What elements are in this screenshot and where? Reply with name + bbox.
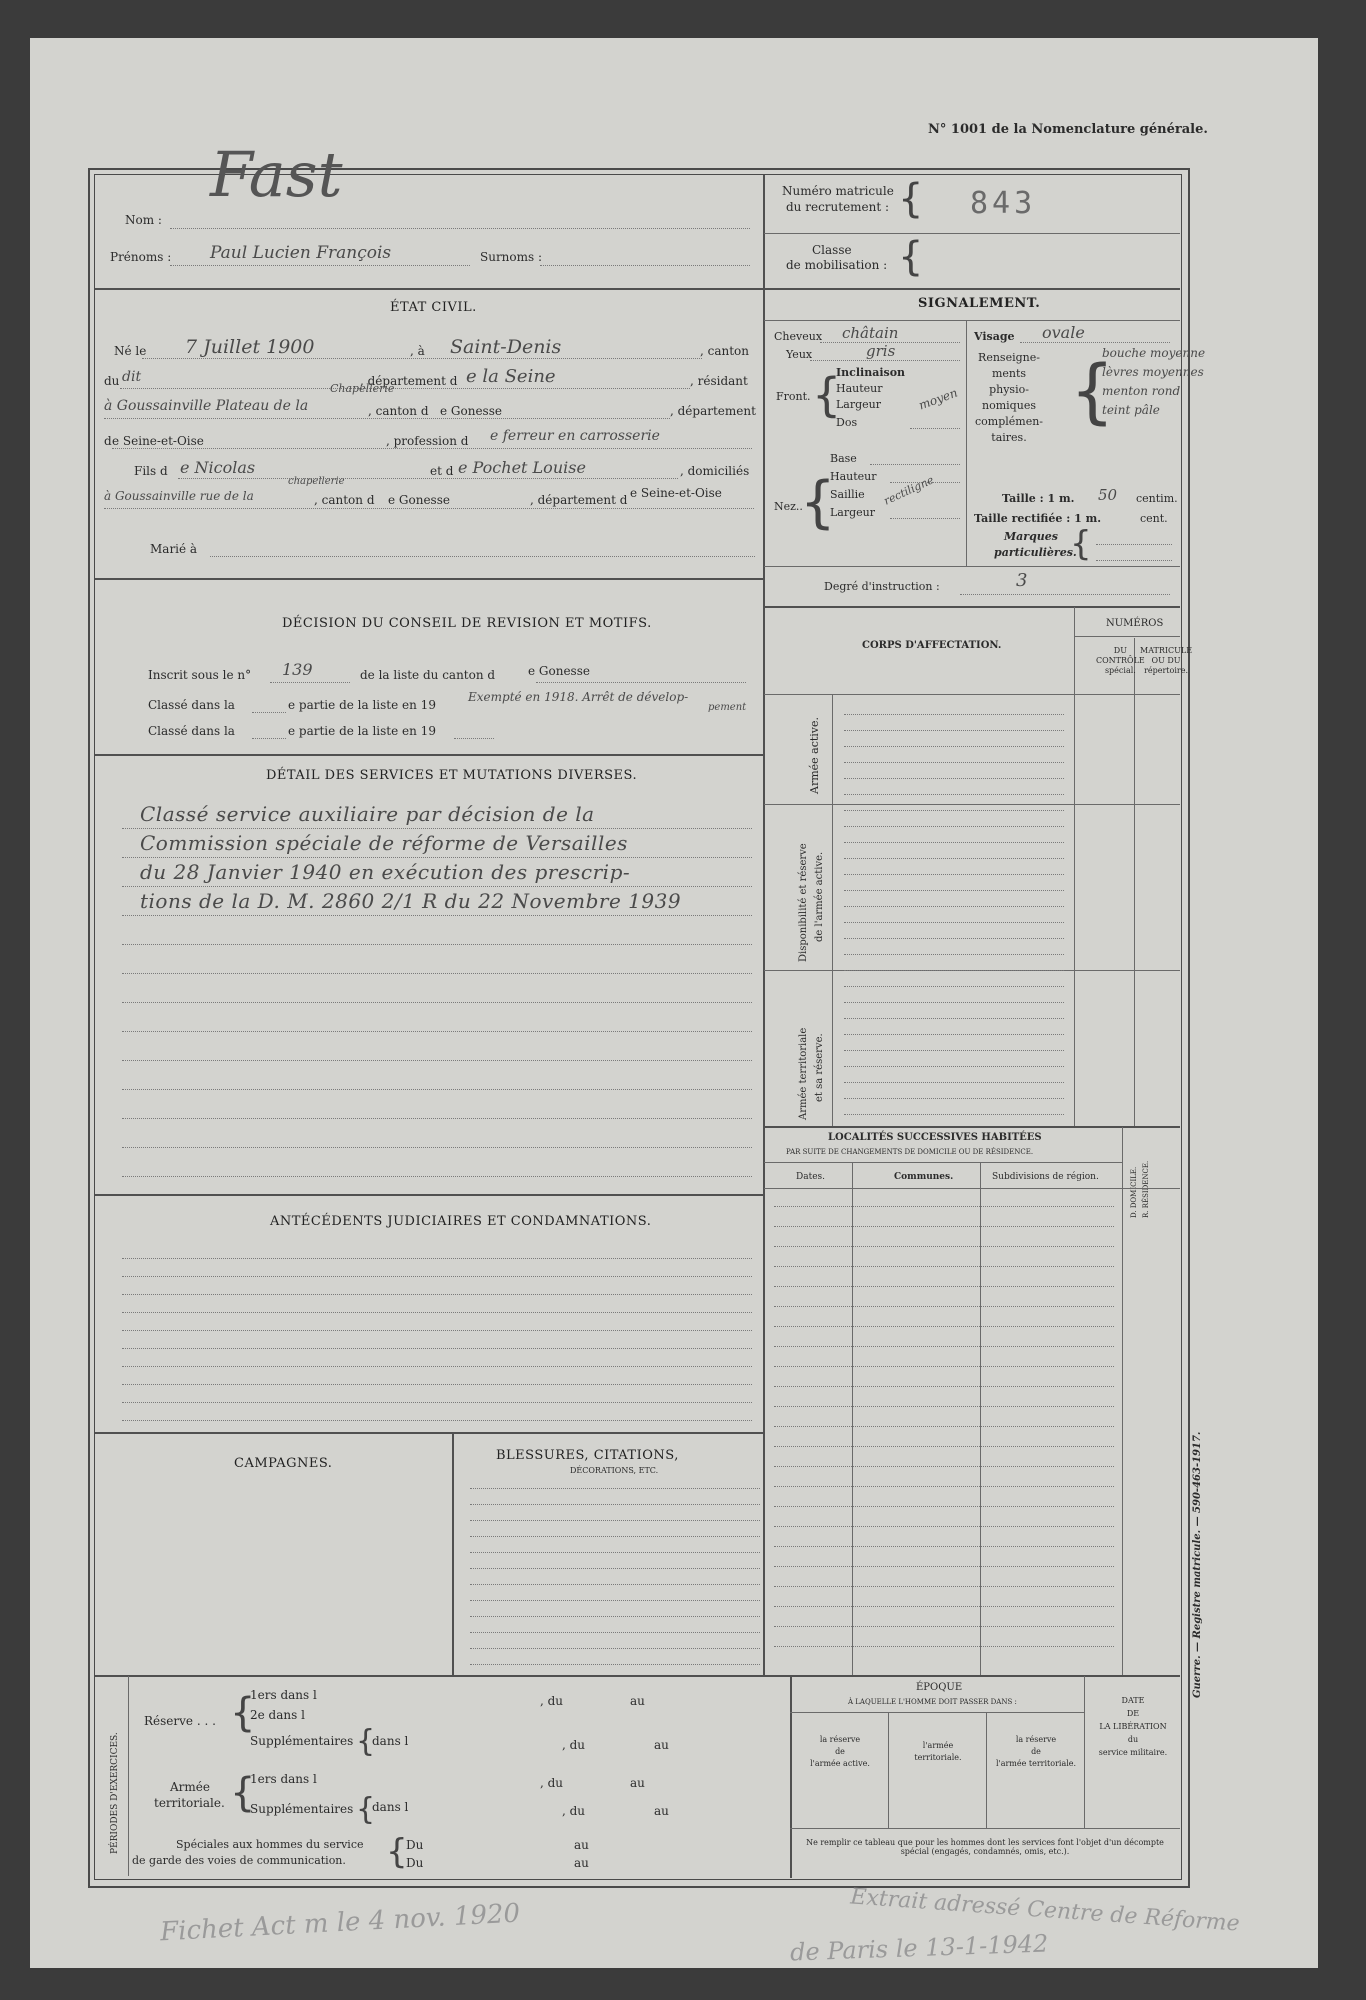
- ruled-line: [774, 1266, 1114, 1267]
- ruled-line: [774, 1206, 1114, 1207]
- lieu-naissance: Saint-Denis: [450, 336, 562, 358]
- ruled-line: [122, 1384, 752, 1385]
- ruled-line: [122, 915, 752, 916]
- ruled-line: [774, 1366, 1114, 1367]
- nom-label: Nom :: [125, 213, 162, 227]
- nez-value: rectiligne: [881, 473, 936, 508]
- ruled-line: [122, 857, 752, 858]
- ruled-line: [844, 938, 1064, 939]
- taille-value: 50: [1098, 486, 1118, 504]
- decision-title: DÉCISION DU CONSEIL DE REVISION ET MOTIFS.: [282, 616, 652, 631]
- canton-residence: e Gonesse: [440, 404, 502, 418]
- ruled-line: [774, 1406, 1114, 1407]
- ruled-line: [774, 1226, 1114, 1227]
- ruled-line: [122, 1258, 752, 1259]
- ruled-line: [844, 1050, 1064, 1051]
- residence-value: à Goussainville Plateau de la: [104, 398, 309, 414]
- campagnes-title: CAMPAGNES.: [234, 1456, 333, 1471]
- disponibilite-label: Disponibilité et réserve: [798, 843, 809, 962]
- classe-label-1: Classe: [812, 243, 852, 257]
- ruled-line: [844, 714, 1064, 715]
- ruled-line: [844, 1098, 1064, 1099]
- degre-label: Degré d'instruction :: [824, 580, 940, 593]
- ruled-line: [470, 1616, 760, 1617]
- ruled-line: [774, 1386, 1114, 1387]
- ruled-line: [844, 1114, 1064, 1115]
- classe1-value: Exempté en 1918. Arrêt de dévelop-: [468, 690, 689, 704]
- corps-affectation: CORPS D'AFFECTATION.: [862, 640, 1002, 651]
- departement-value: e la Seine: [466, 366, 556, 387]
- ruled-line: [470, 1600, 760, 1601]
- ruled-line: [774, 1646, 1114, 1647]
- ruled-line: [122, 1312, 752, 1313]
- ruled-line: [774, 1286, 1114, 1287]
- ruled-line: [470, 1664, 760, 1665]
- ruled-line: [844, 1018, 1064, 1019]
- ruled-line: [844, 826, 1064, 827]
- nom-value: Fast: [210, 138, 343, 211]
- matricule-label-1: Numéro matricule: [782, 184, 894, 198]
- ruled-line: [470, 1504, 760, 1505]
- ruled-line: [844, 762, 1064, 763]
- ruled-line: [774, 1326, 1114, 1327]
- renseignements-value: bouche moyenne lèvres moyennes menton rond teint pâle: [1102, 346, 1206, 417]
- liste-canton-value: e Gonesse: [528, 664, 590, 678]
- ruled-line: [844, 1082, 1064, 1083]
- numeros-label: NUMÉROS: [1106, 618, 1164, 629]
- signalement-title: SIGNALEMENT.: [918, 296, 1041, 311]
- ruled-line: [844, 906, 1064, 907]
- ruled-line: [122, 1089, 752, 1090]
- ruled-line: [122, 1348, 752, 1349]
- services-title: DÉTAIL DES SERVICES ET MUTATIONS DIVERSES.: [266, 768, 638, 783]
- ruled-line: [844, 746, 1064, 747]
- ruled-line: [844, 970, 1064, 971]
- armee-active-label: Armée active.: [808, 716, 821, 794]
- ruled-line: [470, 1536, 760, 1537]
- ruled-line: [774, 1526, 1114, 1527]
- ruled-line: [844, 890, 1064, 891]
- ruled-line: [122, 944, 752, 945]
- ruled-line: [470, 1568, 760, 1569]
- ruled-line: [122, 1294, 752, 1295]
- ruled-line: [470, 1552, 760, 1553]
- ruled-line: [470, 1520, 760, 1521]
- services-text: Classé service auxiliaire par décision de la Commission spéciale de réforme de Versailles du 28 Janvier 1940 en exécution des prescrip- tions de la D. M. 2860 2/1 R du 22 Novembre 1939: [140, 802, 682, 913]
- ruled-line: [844, 810, 1064, 811]
- ruled-line: [122, 828, 752, 829]
- blessures-title: BLESSURES, CITATIONS,: [496, 1448, 679, 1463]
- prenoms-label: Prénoms :: [110, 250, 172, 264]
- ruled-line: [844, 922, 1064, 923]
- cheveux-value: châtain: [842, 324, 899, 342]
- ruled-line: [844, 730, 1064, 731]
- departement-residence: e Seine-et-Oise: [112, 434, 204, 448]
- footer-note-right-1: Extrait adressé Centre de Réforme: [849, 1884, 1241, 1937]
- antecedents-title: ANTÉCÉDENTS JUDICIAIRES ET CONDAMNATIONS.: [270, 1214, 652, 1229]
- ruled-line: [844, 842, 1064, 843]
- ruled-line: [122, 1176, 752, 1177]
- ruled-line: [774, 1566, 1114, 1567]
- ruled-line: [844, 874, 1064, 875]
- ruled-line: [122, 1060, 752, 1061]
- surnoms-label: Surnoms :: [480, 250, 543, 264]
- ruled-line: [774, 1306, 1114, 1307]
- epoque-title: ÉPOQUE: [916, 1682, 963, 1693]
- ruled-line: [470, 1648, 760, 1649]
- inscrit-value: 139: [282, 660, 313, 679]
- ruled-line: [122, 1276, 752, 1277]
- footer-note-right-2: de Paris le 13-1-1942: [789, 1929, 1049, 1967]
- date-naissance: 7 Juillet 1900: [185, 336, 315, 358]
- ruled-line: [774, 1426, 1114, 1427]
- ruled-line: [122, 1402, 752, 1403]
- ruled-line: [122, 1366, 752, 1367]
- ruled-line: [774, 1446, 1114, 1447]
- ruled-line: [774, 1346, 1114, 1347]
- domicile-value: à Goussainville rue de la: [104, 489, 254, 503]
- ruled-line: [774, 1486, 1114, 1487]
- ruled-line: [774, 1246, 1114, 1247]
- marie-label: Marié à: [150, 542, 198, 556]
- pere-value: e Nicolas: [180, 458, 256, 477]
- ruled-line: [844, 1034, 1064, 1035]
- ruled-line: [844, 954, 1064, 955]
- ruled-line: [122, 1118, 752, 1119]
- ruled-line: [774, 1466, 1114, 1467]
- territoriale-label: Armée territoriale: [798, 1027, 809, 1120]
- ruled-line: [844, 778, 1064, 779]
- side-print: Guerre. — Registre matricule. — 590-463-1917.: [1192, 1431, 1203, 1698]
- ruled-line: [122, 973, 752, 974]
- yeux-value: gris: [866, 342, 896, 360]
- nomenclature-number: N° 1001 de la Nomenclature générale.: [928, 122, 1208, 137]
- ruled-line: [122, 1330, 752, 1331]
- ruled-line: [122, 1147, 752, 1148]
- canton-domicile: e Gonesse: [388, 493, 450, 507]
- matricule-value: 843: [970, 186, 1037, 221]
- ruled-line: [844, 986, 1064, 987]
- ruled-line: [844, 1066, 1064, 1067]
- ruled-line: [844, 1002, 1064, 1003]
- register-page: N° 1001 de la Nomenclature générale. Fast Nom : Prénoms : Paul Lucien François Surnoms : Numéro matricule du recrutement : { 843 Classe de mobilisation : { ÉTAT CIVIL. Né le 7 Juillet 1900 , à Saint-Denis , canton du dit , département d e la Seine , résidant à Goussainville Plateau de la Chapellerie , canton d e Gonesse , département d e Seine-et-Oise , profession d e ferreur en carrosserie Fils d e Nicolas et d e Pochet Louise , domiciliés à Goussainville rue de la chapellerie , canton d e Gonesse , département d e Seine-et-Oise Marié à SIGNALEMENT. Cheveux châtain Yeux gris Front. { Inclinaison Hauteur Largeur moyen Dos Nez.. { Base Hauteur Saillie rectiligne Largeur Visage ovale Renseigne- ments physio- nomiques complémen- taires. { bouche moyenne lèvres moyennes menton rond teint pâle Taille : 1 m. 50 centim. Taille rectifiée : 1 m. cent. Marques particulières. { Degré d'instruction : 3 DÉCISION DU CONSEIL DE REVISION ET MOTIFS. Inscrit sous le n° 139 de la liste du canton d e Gonesse Classé dans la e partie de la liste en 19 Exempté en 1918. Arrêt de dévelop- pement Classé dans la e partie de la liste en 19 DÉTAIL DES SERVICES ET MUTATIONS DIVERSES. Classé service auxiliaire par décision de la Commission spéciale de réforme de Versailles du 28 Janvier 1940 en exécution des prescrip- tions de la D. M. 2860 2/1 R du 22 Novembre 1939 ANTÉCÉDENTS JUDICIAIRES ET CONDAMNATIONS. CAMPAGNES. BLESSURES, CITATIONS, DÉCORATIONS, ETC. NUMÉROS CORPS D'AFFECTATION. DU CONTRÔLE spécial. MATRICULE OU DU répertoire. Armée active. Disponibilité et réserve de l'armée active. Armée territoriale et sa réserve. LOCALITÉS SUCCESSIVES HABITÉES PAR SUITE DE CHANGEMENTS DE DOMICILE OU DE RÉSIDENCE. D. DOMICILE. R. RÉSIDENCE. Dates. Communes. Subdivisions de région. Guerre. — Registre matricule. — 590-463-1917. PÉRIODES D'EXERCICES. Réserve . . . { 1ers dans l 2e dans l Supplémentaires { dans l , du au , du au Armée territoriale. { 1ers dans l Supplémentaires { dans l , du au , du au Spéciales aux hommes du service de garde des voies de communication. { Du Du au au ÉPOQUE À LAQUELLE L'HOMME DOIT PASSER DANS : la réserve de l'armée active. l'armée territoriale. la réserve de l'armée territoriale. DATE DE LA LIBÉRATION du service militaire. Ne remplir ce tableau que pour les hommes dont les services font l'objet d'un décompte spécial (engagés, condamnés, omis, etc.). Fichet Act m le 4 nov. 1920 Extrait adressé Centre de Réforme de Paris le 13-1-1942: [30, 38, 1318, 1968]
- epoque-note: Ne remplir ce tableau que pour les hommes dont les services font l'objet d'un décompte spécial (engagés, condamnés, omis, etc.).: [806, 1838, 1164, 1856]
- ruled-line: [122, 886, 752, 887]
- etat-civil-title: ÉTAT CIVIL.: [390, 300, 477, 315]
- localites-title: LOCALITÉS SUCCESSIVES HABITÉES: [828, 1132, 1042, 1143]
- ruled-line: [122, 1420, 752, 1421]
- classe-label-2: de mobilisation :: [786, 258, 888, 272]
- matricule-label-2: du recrutement :: [786, 200, 890, 214]
- ruled-line: [470, 1584, 760, 1585]
- ruled-line: [470, 1632, 760, 1633]
- ruled-line: [774, 1586, 1114, 1587]
- ruled-line: [844, 794, 1064, 795]
- prenoms-value: Paul Lucien François: [210, 243, 392, 263]
- mere-value: e Pochet Louise: [458, 458, 586, 477]
- ruled-line: [774, 1626, 1114, 1627]
- ruled-line: [774, 1546, 1114, 1547]
- ruled-line: [774, 1606, 1114, 1607]
- profession-value: e ferreur en carrosserie: [490, 428, 660, 444]
- ruled-line: [122, 1002, 752, 1003]
- periodes-exercices-label: PÉRIODES D'EXERCICES.: [110, 1732, 120, 1854]
- front-value: moyen: [916, 385, 960, 413]
- ruled-line: [470, 1488, 760, 1489]
- visage-value: ovale: [1042, 323, 1085, 342]
- ruled-line: [774, 1506, 1114, 1507]
- departement-domicile: e Seine-et-Oise: [630, 486, 722, 500]
- ruled-line: [122, 1031, 752, 1032]
- footer-note-left: Fichet Act m le 4 nov. 1920: [159, 1898, 521, 1948]
- ruled-line: [844, 858, 1064, 859]
- degre-value: 3: [1016, 570, 1028, 591]
